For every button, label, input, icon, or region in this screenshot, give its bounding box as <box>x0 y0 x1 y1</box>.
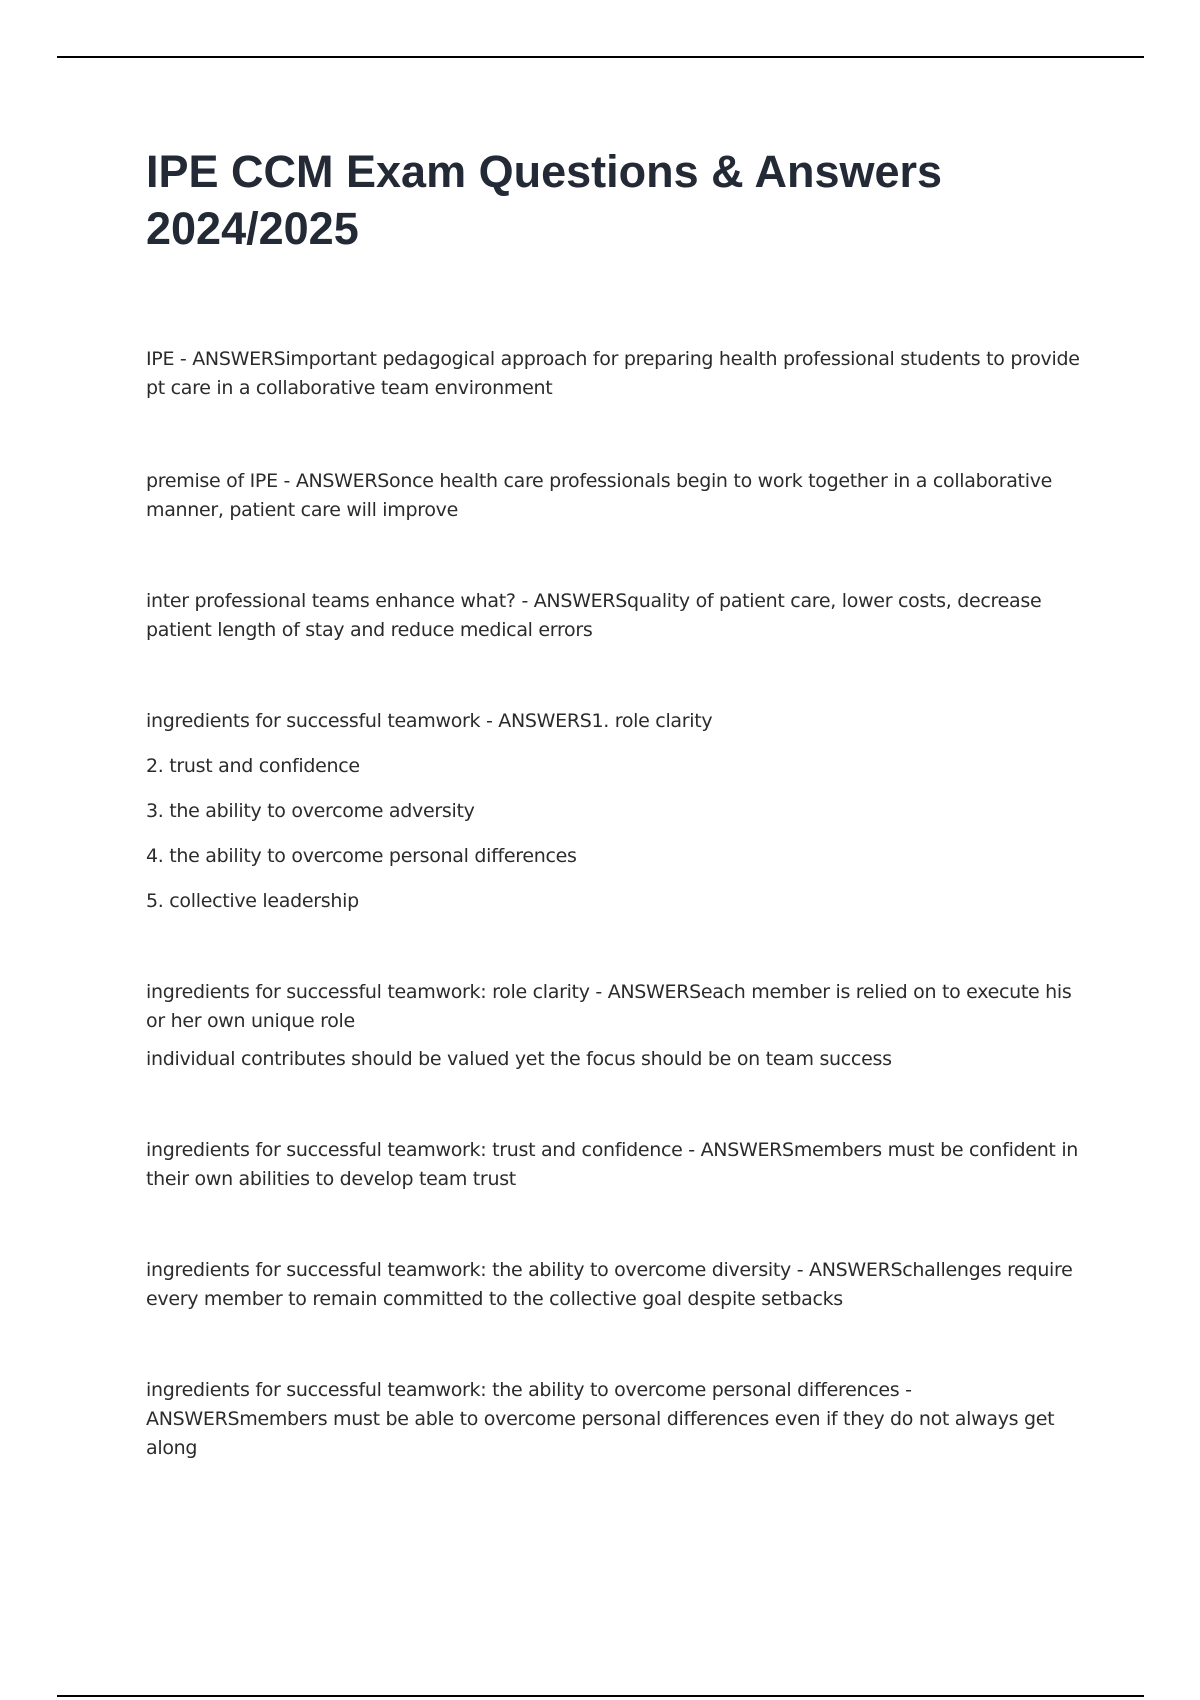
answer-text: challenges require every member to remain committed to the collective goal despite setbacks <box>146 1259 1073 1310</box>
answer-text: important pedagogical approach for preparing health professional students to provide pt care in a collaborative team environment <box>146 348 1080 399</box>
answer-marker: - ANSWERS <box>174 348 286 370</box>
qa-line <box>146 707 1091 736</box>
qa-line <box>146 587 1091 645</box>
qa-line <box>146 467 1091 525</box>
answer-marker: - ANSWERS <box>146 1379 912 1430</box>
answer-text: 1. role clarity <box>591 710 713 732</box>
qa-item <box>146 1376 1091 1463</box>
answer-text: members must be able to overcome personal differences even if they do not always get along <box>146 1408 1055 1459</box>
qa-line <box>146 345 1091 403</box>
bottom-divider <box>57 1695 1144 1697</box>
answer-marker: - ANSWERS <box>277 470 390 492</box>
question-text: ingredients for successful teamwork <box>146 710 481 732</box>
answer-text: once health care professionals begin to work together in a collaborative manner, patient care will improve <box>146 470 1053 521</box>
answer-marker: - ANSWERS <box>589 981 701 1003</box>
qa-line <box>146 978 1091 1036</box>
list-item: 3. the ability to overcome adversity <box>146 800 475 822</box>
qa-item <box>146 1136 1091 1194</box>
question-text: ingredients for successful teamwork: role clarity <box>146 981 590 1003</box>
answer-continuation: individual contributes should be valued yet the focus should be on team success <box>146 1048 892 1070</box>
qa-line <box>146 1136 1091 1194</box>
answer-marker: - ANSWERS <box>682 1139 794 1161</box>
list-item: 2. trust and confidence <box>146 755 360 777</box>
qa-item <box>146 978 1091 1074</box>
answer-text: each member is relied on to execute his or her own unique role <box>146 981 1072 1032</box>
qa-item <box>146 707 1091 916</box>
question-text: IPE <box>146 348 175 370</box>
qa-line <box>146 1376 1091 1463</box>
top-divider <box>57 56 1144 58</box>
answer-marker: - ANSWERS <box>515 590 627 612</box>
qa-item <box>146 587 1091 645</box>
question-text: ingredients for successful teamwork: trust and confidence <box>146 1139 683 1161</box>
document-title: IPE CCM Exam Questions & Answers 2024/2025 <box>146 146 943 254</box>
question-text: inter professional teams enhance what? <box>146 590 516 612</box>
list-item: 4. the ability to overcome personal differences <box>146 845 577 867</box>
answer-marker: - ANSWERS <box>791 1259 903 1281</box>
answer-marker: - ANSWERS <box>480 710 592 732</box>
qa-item <box>146 1256 1091 1314</box>
answer-text: members must be confident in their own abilities to develop team trust <box>146 1139 1079 1190</box>
list-item: 5. collective leadership <box>146 890 359 912</box>
qa-item <box>146 345 1091 403</box>
question-text: ingredients for successful teamwork: the ability to overcome diversity <box>146 1259 791 1281</box>
question-text: ingredients for successful teamwork: the ability to overcome personal differences <box>146 1379 900 1401</box>
qa-item <box>146 467 1091 525</box>
question-text: premise of IPE <box>146 470 278 492</box>
answer-text: quality of patient care, lower costs, decrease patient length of stay and reduce medical errors <box>146 590 1042 641</box>
qa-line <box>146 1256 1091 1314</box>
qa-list <box>146 345 1091 1463</box>
